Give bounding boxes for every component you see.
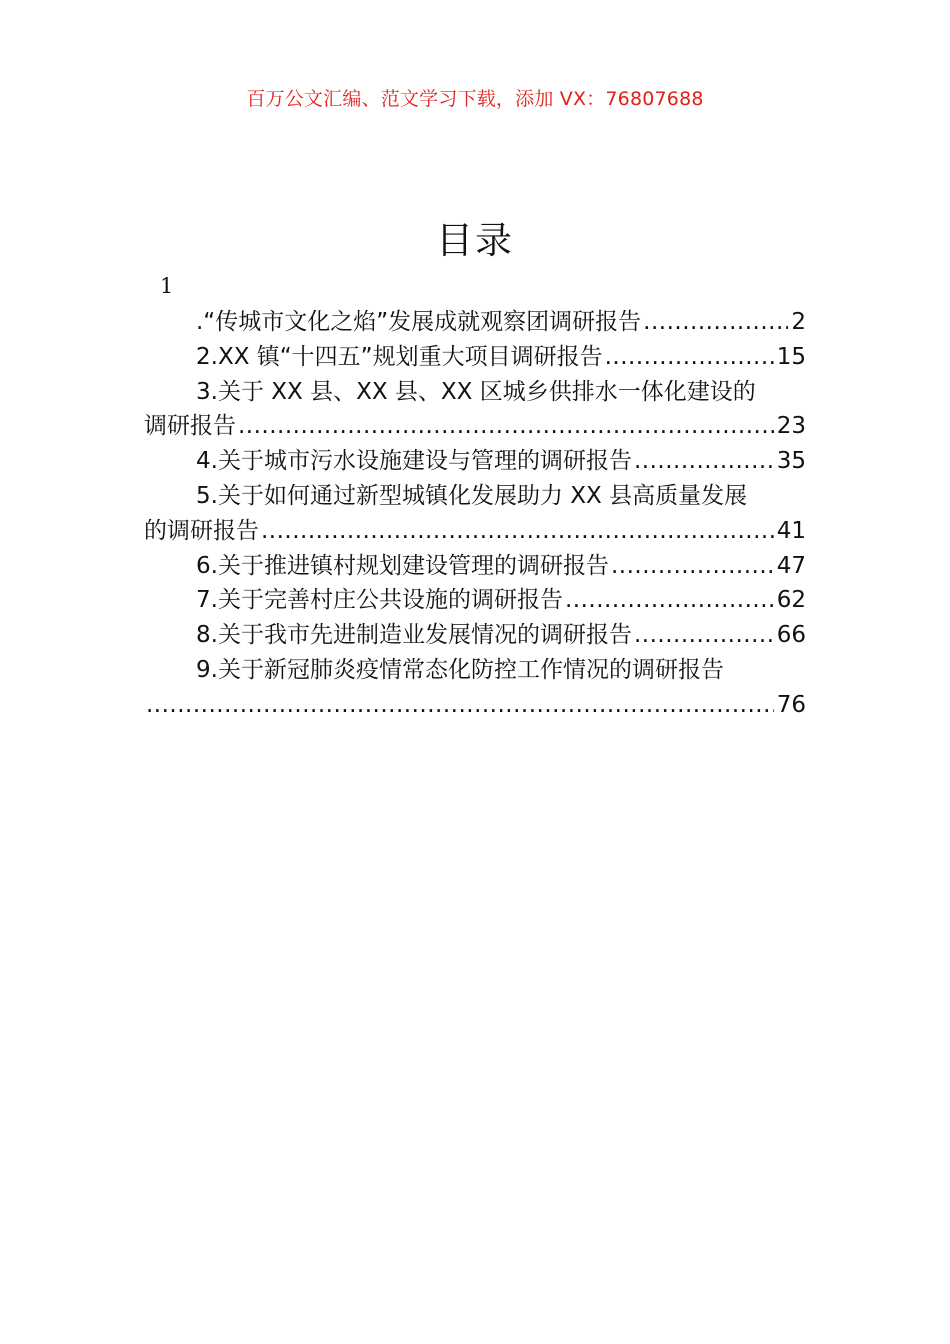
toc-entry-title: 3.关于 XX 县、XX 县、XX 区城乡供排水一体化建设的 bbox=[196, 378, 756, 405]
toc-page-number: 66 bbox=[776, 622, 806, 649]
toc-page-number: 23 bbox=[776, 413, 806, 440]
toc-entry-title: 5.关于如何通过新型城镇化发展助力 XX 县高质量发展 bbox=[196, 482, 748, 509]
toc-entry-title: 6.关于推进镇村规划建设管理的调研报告 bbox=[196, 552, 609, 579]
toc-page-number: 2 bbox=[791, 309, 806, 335]
toc-dot-leader bbox=[565, 583, 774, 618]
toc-page-number: 41 bbox=[776, 517, 806, 544]
toc-page-number: 35 bbox=[776, 448, 806, 475]
page-marker: 1 bbox=[160, 274, 174, 298]
toc-entry-title: 8.关于我市先进制造业发展情况的调研报告 bbox=[196, 622, 632, 649]
toc-entry[interactable] bbox=[144, 583, 806, 618]
toc-page-number: 76 bbox=[776, 691, 806, 718]
toc-dot-leader bbox=[238, 409, 774, 444]
toc-entry[interactable] bbox=[144, 305, 806, 340]
toc-entry[interactable] bbox=[144, 549, 806, 584]
page-title: 目录 bbox=[436, 219, 514, 262]
toc-entry[interactable] bbox=[144, 618, 806, 653]
toc-entry-title-continued: 的调研报告 bbox=[144, 517, 259, 544]
toc-entry[interactable] bbox=[144, 444, 806, 479]
toc-page-number: 15 bbox=[776, 343, 806, 370]
header-watermark-text: 百万公文汇编、范文学习下载，添加 VX：76807688 bbox=[246, 88, 704, 110]
table-of-contents bbox=[144, 305, 806, 723]
toc-entry-title: 9.关于新冠肺炎疫情常态化防控工作情况的调研报告 bbox=[196, 656, 724, 683]
toc-entry[interactable] bbox=[144, 653, 806, 723]
toc-entry-title: 7.关于完善村庄公共设施的调研报告 bbox=[196, 587, 563, 614]
toc-entry[interactable] bbox=[144, 479, 806, 549]
toc-entry[interactable] bbox=[144, 340, 806, 375]
toc-page-number: 62 bbox=[776, 587, 806, 614]
toc-dot-leader bbox=[605, 340, 774, 375]
toc-dot-leader bbox=[643, 305, 788, 340]
toc-entry-title: 4.关于城市污水设施建设与管理的调研报告 bbox=[196, 448, 632, 475]
toc-entry-title: 2.XX 镇“十四五”规划重大项目调研报告 bbox=[196, 343, 603, 370]
toc-dot-leader bbox=[634, 444, 774, 479]
toc-page-number: 47 bbox=[776, 552, 806, 579]
toc-entry-title-continued: 调研报告 bbox=[144, 413, 236, 440]
toc-dot-leader bbox=[146, 688, 774, 723]
toc-dot-leader bbox=[611, 549, 774, 584]
toc-entry[interactable] bbox=[144, 375, 806, 445]
toc-dot-leader bbox=[261, 514, 774, 549]
toc-dot-leader bbox=[634, 618, 774, 653]
toc-entry-title: .“传城市文化之焰”发展成就观察团调研报告 bbox=[196, 309, 642, 335]
